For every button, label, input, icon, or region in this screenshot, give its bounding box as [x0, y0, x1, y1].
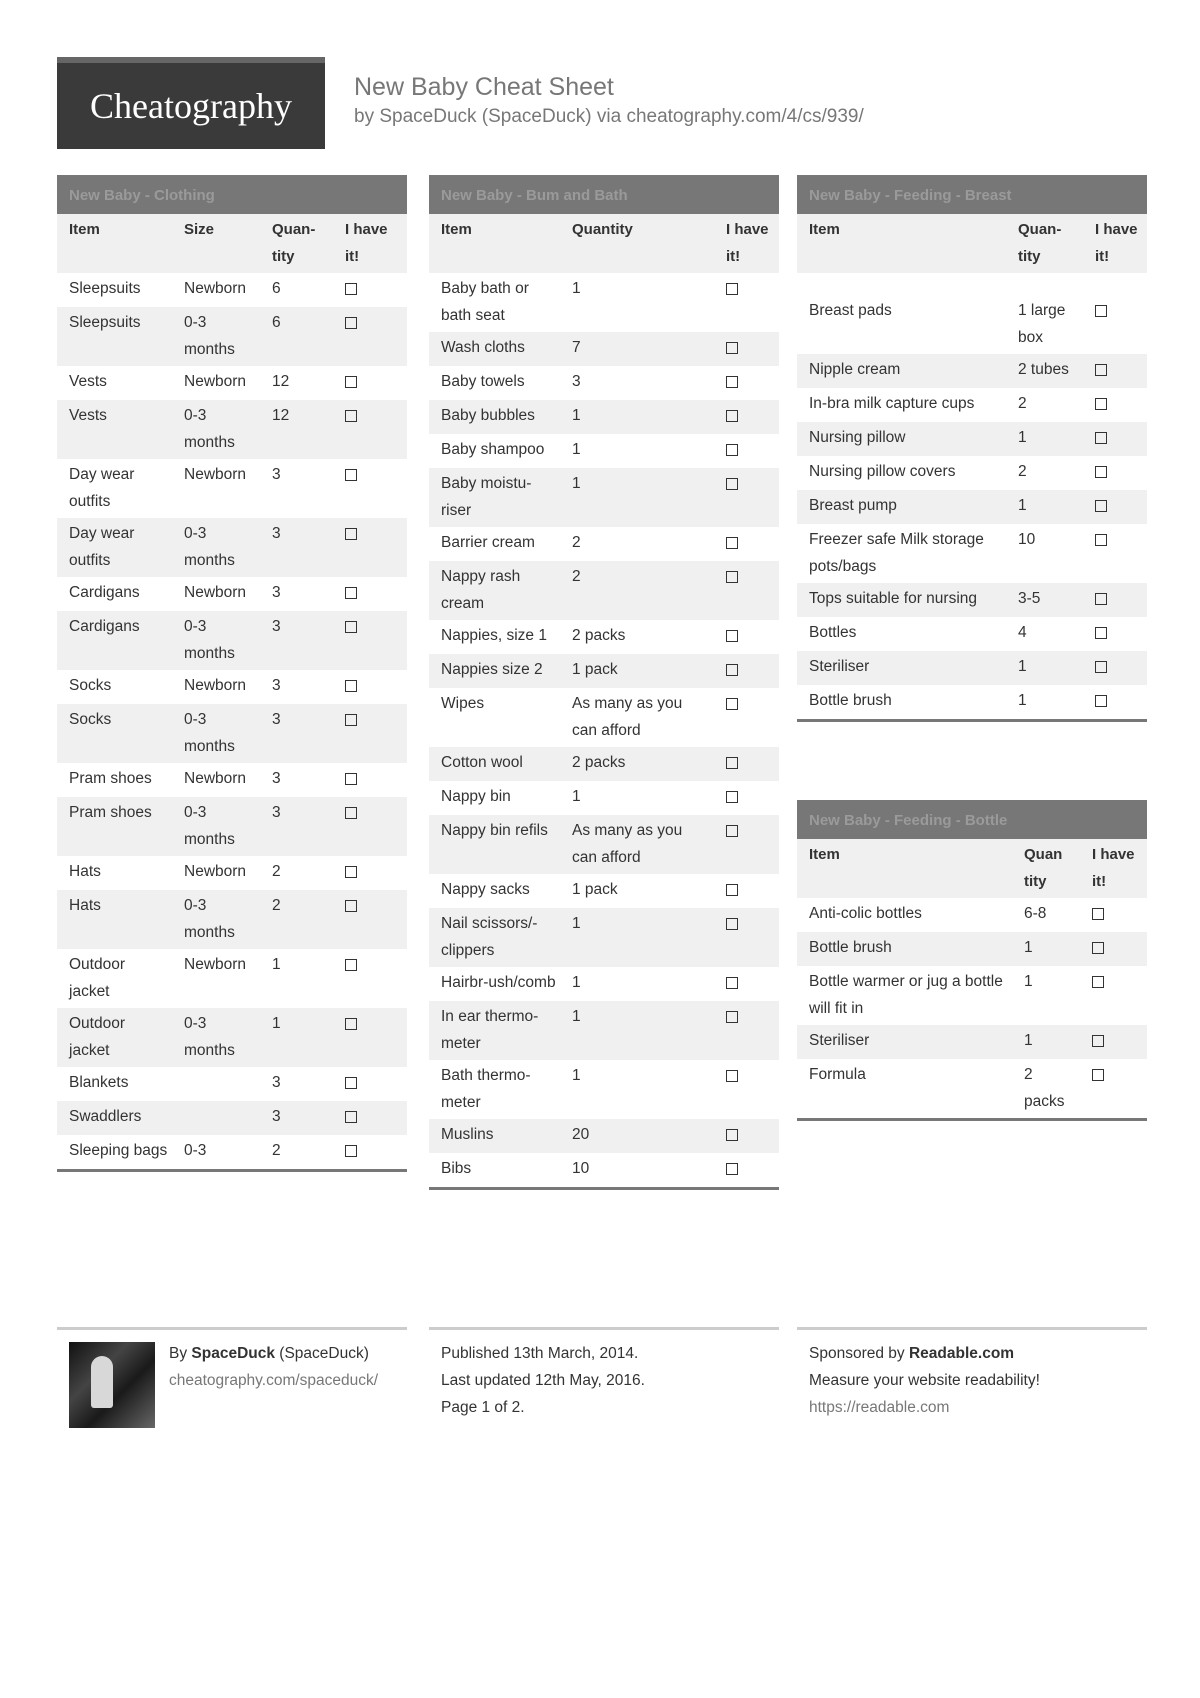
table-cell: Blankets	[69, 1074, 129, 1091]
sponsor-prefix: Sponsored by	[809, 1345, 905, 1362]
table-cell: Nipple cream	[809, 361, 901, 378]
checkbox-icon[interactable]	[345, 1145, 357, 1157]
table-row	[797, 583, 1147, 617]
table-row	[57, 797, 407, 856]
table-cell: 1	[572, 974, 581, 991]
table-row	[429, 468, 779, 527]
checkbox-icon[interactable]	[726, 478, 738, 490]
checkbox-icon[interactable]	[1095, 466, 1107, 478]
table-cell: Newborn	[184, 770, 247, 787]
table-cell: 2	[272, 863, 281, 880]
table-cell: Steriliser	[809, 1032, 870, 1049]
table-cell: 1	[572, 915, 581, 932]
page-header	[57, 57, 1147, 149]
checkbox-icon[interactable]	[345, 959, 357, 971]
table-row	[429, 561, 779, 620]
panel-title: New Baby - Feeding - Bottle	[797, 800, 1147, 839]
checkbox-icon[interactable]	[726, 1163, 738, 1175]
feeding-bottle-panel	[797, 800, 1147, 1121]
table-row	[57, 704, 407, 763]
table-cell: 2 packs	[572, 627, 626, 644]
table-cell: Nappies size 2	[441, 661, 543, 678]
table-cell: Bottle warmer or jug a bottle will fit in	[809, 973, 1003, 1017]
table-row	[57, 1067, 407, 1101]
clothing-panel	[57, 175, 407, 1172]
table-cell: 1 large box	[1018, 302, 1066, 346]
table-cell: Nursing pillow	[809, 429, 906, 446]
author-name[interactable]: SpaceDuck	[191, 1345, 275, 1362]
table-cell: Newborn	[184, 373, 247, 390]
table-row	[57, 949, 407, 1008]
column-header: Quan-tity	[1018, 221, 1062, 265]
checkbox-icon[interactable]	[1095, 364, 1107, 376]
table-cell: Nappy bin	[441, 788, 511, 805]
checkbox-icon[interactable]	[726, 664, 738, 676]
table-cell: 3	[272, 525, 281, 542]
table-cell: Vests	[69, 373, 107, 390]
table-cell: 3	[572, 373, 581, 390]
table-cell: 1	[272, 956, 281, 973]
checkbox-icon[interactable]	[726, 884, 738, 896]
checkbox-icon[interactable]	[345, 621, 357, 633]
table-row	[429, 1060, 779, 1119]
sponsor-name[interactable]: Readable.com	[908, 1345, 1015, 1362]
updated-date: Last updated 12th May, 2016.	[441, 1372, 645, 1389]
table-cell: 1	[572, 407, 581, 424]
author-link[interactable]: cheatography.com/spaceduck/	[169, 1372, 379, 1389]
checkbox-icon[interactable]	[345, 317, 357, 329]
bum-and-bath-panel	[429, 175, 779, 1190]
table-cell: Newborn	[184, 956, 247, 973]
panel-title: New Baby - Feeding - Breast	[797, 175, 1147, 214]
table-cell: 3	[272, 1074, 281, 1091]
table-row	[429, 908, 779, 967]
table-cell: Sleeping bags	[69, 1142, 168, 1159]
table-cell: 3	[272, 1108, 281, 1125]
table-cell: 1	[272, 1015, 281, 1032]
checkbox-icon[interactable]	[726, 757, 738, 769]
checkbox-icon[interactable]	[726, 1129, 738, 1141]
table-cell: Anti-colic bottles	[809, 905, 922, 922]
checkbox-icon[interactable]	[1095, 398, 1107, 410]
checkbox-icon[interactable]	[726, 918, 738, 930]
checkbox-icon[interactable]	[345, 807, 357, 819]
table-cell: Cardigans	[69, 618, 140, 635]
table-row	[57, 366, 407, 400]
table-cell: 2	[572, 568, 581, 585]
table-cell: Nail scissors/-clippers	[441, 915, 538, 959]
table-cell: Bottles	[809, 624, 857, 641]
table-cell: In ear thermo-meter	[441, 1008, 539, 1052]
table-row	[57, 1101, 407, 1135]
table-cell: 0-3 months	[184, 525, 235, 569]
table-cell: 1	[1018, 429, 1027, 446]
table-cell: 0-3 months	[184, 407, 235, 451]
checkbox-icon[interactable]	[345, 1018, 357, 1030]
table-row	[57, 1008, 407, 1067]
table-cell	[172, 1103, 260, 1132]
table-cell: Cotton wool	[441, 754, 523, 771]
table-cell: 1	[1024, 939, 1033, 956]
table-cell: 0-3 months	[184, 897, 235, 941]
table-cell: Hats	[69, 863, 101, 880]
table-row	[429, 874, 779, 908]
column-header: Item	[69, 221, 100, 238]
table-header-row	[57, 214, 407, 273]
column-header: Size	[184, 221, 215, 238]
table-cell: 4	[1018, 624, 1027, 641]
column-header: Quan tity	[1024, 846, 1063, 890]
table-cell	[172, 1069, 260, 1098]
checkbox-icon[interactable]	[1095, 593, 1107, 605]
column-header: I have it!	[1092, 846, 1135, 890]
table-row	[429, 527, 779, 561]
table-cell: 12	[272, 407, 290, 424]
panel-title: New Baby - Bum and Bath	[429, 175, 779, 214]
page-number: Page 1 of 2.	[441, 1399, 525, 1416]
table-row	[797, 1025, 1147, 1059]
table-row	[429, 620, 779, 654]
checkbox-icon[interactable]	[345, 900, 357, 912]
table-cell: Baby towels	[441, 373, 525, 390]
table-cell: Socks	[69, 711, 112, 728]
table-cell: Socks	[69, 677, 112, 694]
checkbox-icon[interactable]	[726, 537, 738, 549]
published-date: Published 13th March, 2014.	[441, 1345, 639, 1362]
table-cell: 0-3 months	[184, 314, 235, 358]
table-cell: Freezer safe Milk storage pots/bags	[809, 531, 984, 575]
checkbox-icon[interactable]	[345, 283, 357, 295]
table-cell: Bath thermo-meter	[441, 1067, 531, 1111]
table-cell: 7	[572, 339, 581, 356]
author-handle: (SpaceDuck)	[279, 1345, 369, 1362]
table-cell: As many as you can afford	[572, 695, 683, 739]
sponsor-link[interactable]: https://readable.com	[809, 1399, 950, 1416]
table-row	[57, 890, 407, 949]
table-cell: 3	[272, 466, 281, 483]
table-row	[797, 295, 1147, 354]
table-row	[797, 456, 1147, 490]
table-cell: 1	[1018, 692, 1027, 709]
table-cell: 0-3 months	[184, 711, 235, 755]
column-header: Item	[809, 221, 840, 238]
table-cell: 2	[272, 1142, 281, 1159]
table-cell: 20	[572, 1126, 590, 1143]
table-cell: 3-5	[1018, 590, 1041, 607]
table-cell: 0-3 months	[184, 1015, 235, 1059]
feeding-breast-panel	[797, 175, 1147, 722]
table-row	[429, 747, 779, 781]
table-row	[797, 966, 1147, 1025]
checkbox-icon[interactable]	[1092, 976, 1104, 988]
checkbox-icon[interactable]	[345, 866, 357, 878]
column-header: I have it!	[726, 221, 769, 265]
table-cell: 6-8	[1024, 905, 1047, 922]
checkbox-icon[interactable]	[726, 698, 738, 710]
table-cell: Sleepsuits	[69, 280, 141, 297]
table-cell: Outdoor jacket	[69, 956, 126, 1000]
table-cell: Hats	[69, 897, 101, 914]
table-row	[57, 763, 407, 797]
table-cell: 1	[1018, 658, 1027, 675]
table-cell: 1	[1024, 973, 1033, 990]
table-cell: 3	[272, 804, 281, 821]
checkbox-icon[interactable]	[726, 342, 738, 354]
table-row	[57, 518, 407, 577]
table-row	[429, 1153, 779, 1187]
table-row	[429, 273, 779, 332]
table-cell: Bottle brush	[809, 692, 892, 709]
checkbox-icon[interactable]	[345, 1077, 357, 1089]
checkbox-icon[interactable]	[726, 825, 738, 837]
table-row	[429, 654, 779, 688]
table-cell: Baby bath or bath seat	[441, 280, 529, 324]
table-cell: 2 packs	[1024, 1066, 1065, 1110]
column-header: Quantity	[572, 221, 633, 238]
sponsor-footer	[797, 1327, 1147, 1440]
table-cell: 10	[1018, 531, 1036, 548]
table-cell: 2 tubes	[1018, 361, 1069, 378]
table-row	[797, 932, 1147, 966]
table-row	[57, 307, 407, 366]
table-cell: Baby moistu-riser	[441, 475, 532, 519]
checkbox-icon[interactable]	[1095, 661, 1107, 673]
table-cell: Sleepsuits	[69, 314, 141, 331]
table-cell: 1	[572, 475, 581, 492]
table-cell: Swaddlers	[69, 1108, 142, 1125]
checkbox-icon[interactable]	[345, 773, 357, 785]
checkbox-icon[interactable]	[726, 376, 738, 388]
table-header-row	[797, 839, 1147, 898]
table-cell: Nappy rash cream	[441, 568, 521, 612]
table-cell: 2	[1018, 395, 1027, 412]
page-title: New Baby Cheat Sheet	[354, 73, 614, 101]
column-header: Quan-tity	[272, 221, 316, 265]
checkbox-icon[interactable]	[726, 283, 738, 295]
table-cell: Wash cloths	[441, 339, 525, 356]
table-row	[57, 611, 407, 670]
checkbox-icon[interactable]	[1095, 500, 1107, 512]
checkbox-icon[interactable]	[1092, 1069, 1104, 1081]
table-cell: Muslins	[441, 1126, 494, 1143]
checkbox-icon[interactable]	[726, 630, 738, 642]
table-cell: Outdoor jacket	[69, 1015, 126, 1059]
table-cell: 3	[272, 584, 281, 601]
table-header-row	[429, 214, 779, 273]
table-cell: 3	[272, 770, 281, 787]
table-cell: 1	[572, 280, 581, 297]
table-cell: As many as you can afford	[572, 822, 683, 866]
table-row	[797, 898, 1147, 932]
checkbox-icon[interactable]	[1092, 908, 1104, 920]
table-row	[797, 524, 1147, 583]
table-cell: Newborn	[184, 280, 247, 297]
table-cell: 12	[272, 373, 290, 390]
table-row	[429, 434, 779, 468]
table-cell: Newborn	[184, 584, 247, 601]
checkbox-icon[interactable]	[726, 1070, 738, 1082]
table-header-row	[797, 214, 1147, 273]
table-row	[797, 651, 1147, 685]
checkbox-icon[interactable]	[726, 444, 738, 456]
table-cell: Tops suitable for nursing	[809, 590, 978, 607]
checkbox-icon[interactable]	[1095, 305, 1107, 317]
checkbox-icon[interactable]	[1095, 432, 1107, 444]
checkbox-icon[interactable]	[345, 1111, 357, 1123]
table-cell: Hairbr-ush/comb	[441, 974, 556, 991]
table-cell: 1	[572, 1067, 581, 1084]
table-row	[429, 815, 779, 874]
table-cell: 10	[572, 1160, 590, 1177]
checkbox-icon[interactable]	[345, 469, 357, 481]
table-row	[797, 388, 1147, 422]
table-cell: 2	[1018, 463, 1027, 480]
table-row	[429, 688, 779, 747]
table-row	[429, 1001, 779, 1060]
checkbox-icon[interactable]	[726, 410, 738, 422]
checkbox-icon[interactable]	[345, 410, 357, 422]
table-cell: Newborn	[184, 863, 247, 880]
table-row	[797, 1059, 1147, 1118]
table-cell: 0-3 months	[184, 804, 235, 848]
table-cell: 1	[1018, 497, 1027, 514]
checkbox-icon[interactable]	[345, 528, 357, 540]
table-row	[57, 577, 407, 611]
table-cell: 1	[572, 788, 581, 805]
table-cell: Bibs	[441, 1160, 472, 1177]
table-row	[57, 400, 407, 459]
table-cell: 2 packs	[572, 754, 626, 771]
title-block	[354, 71, 864, 131]
table-cell: 1	[572, 1008, 581, 1025]
table-row	[429, 781, 779, 815]
table-cell: Nappy bin refils	[441, 822, 548, 839]
checkbox-icon[interactable]	[1095, 695, 1107, 707]
checkbox-icon[interactable]	[1095, 627, 1107, 639]
table-row	[57, 459, 407, 518]
author-footer	[57, 1327, 407, 1440]
table-cell: 6	[272, 314, 281, 331]
table-cell: Newborn	[184, 677, 247, 694]
table-row	[429, 967, 779, 1001]
checkbox-icon[interactable]	[1092, 942, 1104, 954]
table-cell: 0-3	[184, 1142, 207, 1159]
table-cell: Nappy sacks	[441, 881, 530, 898]
table-row	[429, 400, 779, 434]
table-cell: Day wear outfits	[69, 466, 135, 510]
table-cell: 3	[272, 677, 281, 694]
table-row	[429, 366, 779, 400]
table-cell: 2	[272, 897, 281, 914]
table-cell: Day wear outfits	[69, 525, 135, 569]
table-cell: 0-3 months	[184, 618, 235, 662]
table-cell: Bottle brush	[809, 939, 892, 956]
table-row	[429, 1119, 779, 1153]
table-cell: 1	[1024, 1032, 1033, 1049]
cheatography-logo[interactable]: Cheatography	[57, 57, 325, 149]
table-cell: 1	[572, 441, 581, 458]
table-row	[797, 422, 1147, 456]
checkbox-icon[interactable]	[345, 587, 357, 599]
checkbox-icon[interactable]	[345, 376, 357, 388]
table-cell: 6	[272, 280, 281, 297]
table-cell: Nappies, size 1	[441, 627, 547, 644]
table-cell: Wipes	[441, 695, 485, 712]
table-spacer	[797, 273, 1147, 295]
table-cell: 2	[572, 534, 581, 551]
checkbox-icon[interactable]	[726, 571, 738, 583]
table-row	[57, 273, 407, 307]
checkbox-icon[interactable]	[1092, 1035, 1104, 1047]
checkbox-icon[interactable]	[726, 791, 738, 803]
table-row	[429, 332, 779, 366]
column-header: I have it!	[345, 221, 388, 265]
checkbox-icon[interactable]	[726, 1011, 738, 1023]
table-cell: In-bra milk capture cups	[809, 395, 975, 412]
table-row	[797, 617, 1147, 651]
table-cell: Breast pump	[809, 497, 897, 514]
author-prefix: By	[169, 1345, 188, 1362]
table-row	[57, 856, 407, 890]
column-header: Item	[441, 221, 472, 238]
table-row	[797, 685, 1147, 719]
table-row	[57, 1135, 407, 1169]
author-avatar	[69, 1342, 155, 1428]
table-cell: 3	[272, 711, 281, 728]
table-cell: Pram shoes	[69, 770, 152, 787]
sponsor-tagline: Measure your website readability!	[809, 1372, 1040, 1389]
table-cell: 1 pack	[572, 661, 618, 678]
panel-title: New Baby - Clothing	[57, 175, 407, 214]
checkbox-icon[interactable]	[726, 977, 738, 989]
table-cell: Formula	[809, 1066, 866, 1083]
checkbox-icon[interactable]	[1095, 534, 1107, 546]
table-cell: Baby shampoo	[441, 441, 545, 458]
table-cell: Pram shoes	[69, 804, 152, 821]
table-row	[797, 490, 1147, 524]
table-cell: Cardigans	[69, 584, 140, 601]
byline[interactable]: by SpaceDuck (SpaceDuck) via cheatography.com/4/cs/939/	[354, 106, 864, 127]
publish-footer	[429, 1327, 779, 1440]
table-cell: Steriliser	[809, 658, 870, 675]
table-cell: 3	[272, 618, 281, 635]
column-header: Item	[809, 846, 840, 863]
table-row	[797, 354, 1147, 388]
table-cell: Nursing pillow covers	[809, 463, 956, 480]
table-cell: Baby bubbles	[441, 407, 535, 424]
column-header: I have it!	[1095, 221, 1138, 265]
table-row	[57, 670, 407, 704]
table-cell: 1 pack	[572, 881, 618, 898]
checkbox-icon[interactable]	[345, 714, 357, 726]
table-cell: Barrier cream	[441, 534, 535, 551]
table-cell: Vests	[69, 407, 107, 424]
table-cell: Breast pads	[809, 302, 892, 319]
table-cell: Newborn	[184, 466, 247, 483]
checkbox-icon[interactable]	[345, 680, 357, 692]
